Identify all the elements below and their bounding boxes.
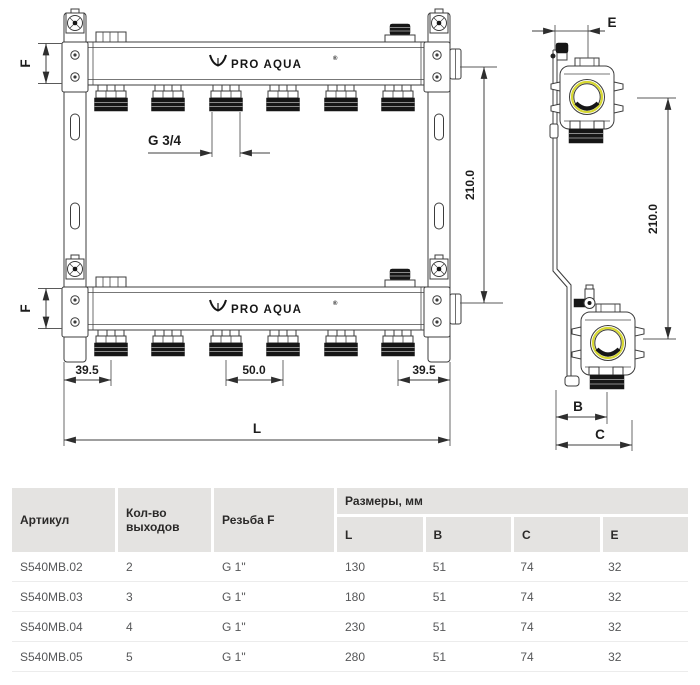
table-row [12, 612, 688, 642]
registered-mark: ® [333, 301, 338, 307]
outlet-profile [569, 129, 603, 143]
col-header-c: C [514, 517, 600, 552]
sizes-header-block [337, 488, 688, 552]
dim-c-label: C [595, 427, 605, 442]
cell-l: 280 [345, 649, 366, 664]
cell-l: 230 [345, 619, 366, 634]
cell-e: 32 [608, 649, 622, 664]
dim-thread-g34 [148, 112, 270, 157]
table-row [12, 582, 688, 612]
dim-height-side [637, 98, 676, 339]
cell-outlets: 4 [126, 619, 133, 634]
cell-b: 51 [432, 559, 447, 574]
cell-thread: G 1" [222, 589, 246, 604]
bracket-plate [424, 42, 450, 92]
cell-e: 32 [608, 589, 622, 604]
cell-articul: S540MB.04 [20, 619, 83, 634]
table-row [12, 642, 688, 672]
registered-mark: ® [333, 56, 338, 62]
dim-length-l [64, 421, 450, 440]
shutoff-valve [430, 255, 448, 279]
outlet-port [267, 330, 300, 356]
dim-l-label: L [252, 421, 262, 436]
cell-articul: S540MB.02 [20, 559, 83, 574]
dim-f-bottom [18, 289, 62, 329]
air-vent [385, 24, 415, 42]
dim-f-label: F [18, 304, 33, 313]
cell-b: 51 [432, 619, 447, 634]
cell-e: 32 [608, 559, 622, 574]
outlet-port [210, 85, 243, 111]
outlet-port [95, 330, 128, 356]
cell-e: 32 [608, 619, 622, 634]
cell-outlets: 2 [126, 559, 133, 574]
outlet-port [267, 85, 300, 111]
bracket-slot [71, 114, 80, 140]
bracket-slot [435, 114, 444, 140]
union-fitting [96, 32, 126, 42]
dim-g34-label: G 3/4 [148, 133, 182, 148]
dim-39-5-left: 39.5 [75, 363, 99, 377]
top-clamp [551, 43, 624, 143]
bracket-plate [62, 42, 88, 92]
bracket-slot [71, 203, 80, 229]
col-header-sizes: Размеры, мм [337, 488, 688, 514]
cell-c: 74 [520, 589, 534, 604]
air-vent [385, 269, 415, 287]
cell-b: 51 [432, 649, 447, 664]
outlet-profile [590, 375, 624, 389]
dim-e [532, 15, 617, 58]
dim-f-label: F [18, 59, 33, 68]
outlet-port [382, 330, 415, 356]
cell-b: 51 [432, 589, 447, 604]
bracket-plate [62, 287, 88, 337]
dim-b-label: B [573, 399, 583, 414]
cell-c: 74 [520, 619, 534, 634]
cell-c: 74 [520, 649, 534, 664]
brand-text: PRO AQUA [231, 59, 303, 71]
cell-thread: G 1" [222, 619, 246, 634]
air-vent-profile [556, 43, 568, 53]
outlet-port [152, 85, 185, 111]
side-view [532, 15, 676, 451]
shutoff-valve [66, 255, 84, 279]
dim-height-front [460, 67, 503, 303]
cell-outlets: 5 [126, 649, 133, 664]
cell-thread: G 1" [222, 559, 246, 574]
outlet-port [325, 85, 358, 111]
bottom-clamp [572, 285, 644, 389]
outlet-port [95, 85, 128, 111]
table-row [12, 552, 688, 582]
table-header [12, 488, 688, 552]
dim-50-0: 50.0 [242, 363, 266, 377]
col-header-articul: Артикул [12, 488, 115, 552]
supply-stub [450, 294, 461, 324]
outlet-port [210, 330, 243, 356]
dim-39-5-right: 39.5 [412, 363, 436, 377]
cell-c: 74 [520, 559, 534, 574]
outlet-port [325, 330, 358, 356]
outlet-port [382, 85, 415, 111]
brand-text: PRO AQUA [231, 304, 303, 316]
col-header-b: B [426, 517, 512, 552]
col-header-thread: Резьба F [214, 488, 334, 552]
col-header-e: E [603, 517, 689, 552]
cell-articul: S540MB.03 [20, 589, 83, 604]
cell-l: 130 [345, 559, 366, 574]
supply-stub [450, 49, 461, 79]
cell-thread: G 1" [222, 649, 246, 664]
cell-outlets: 3 [126, 589, 133, 604]
bracket-slot [435, 203, 444, 229]
union-fitting [96, 277, 126, 287]
dim-c [556, 420, 632, 451]
dim-e-label: E [607, 15, 617, 30]
dim-f-top [18, 44, 62, 84]
shutoff-valve [430, 9, 448, 33]
cell-l: 180 [345, 589, 366, 604]
dim-210-side: 210.0 [646, 203, 660, 235]
cell-articul: S540MB.05 [20, 649, 83, 664]
front-view [18, 9, 503, 446]
outlet-port [152, 330, 185, 356]
bracket-plate [424, 287, 450, 337]
spec-table [12, 488, 688, 672]
col-header-l: L [337, 517, 423, 552]
shutoff-valve [66, 9, 84, 33]
dim-210-front: 210.0 [463, 169, 477, 201]
col-header-outlets: Кол-во выходов [118, 488, 211, 552]
